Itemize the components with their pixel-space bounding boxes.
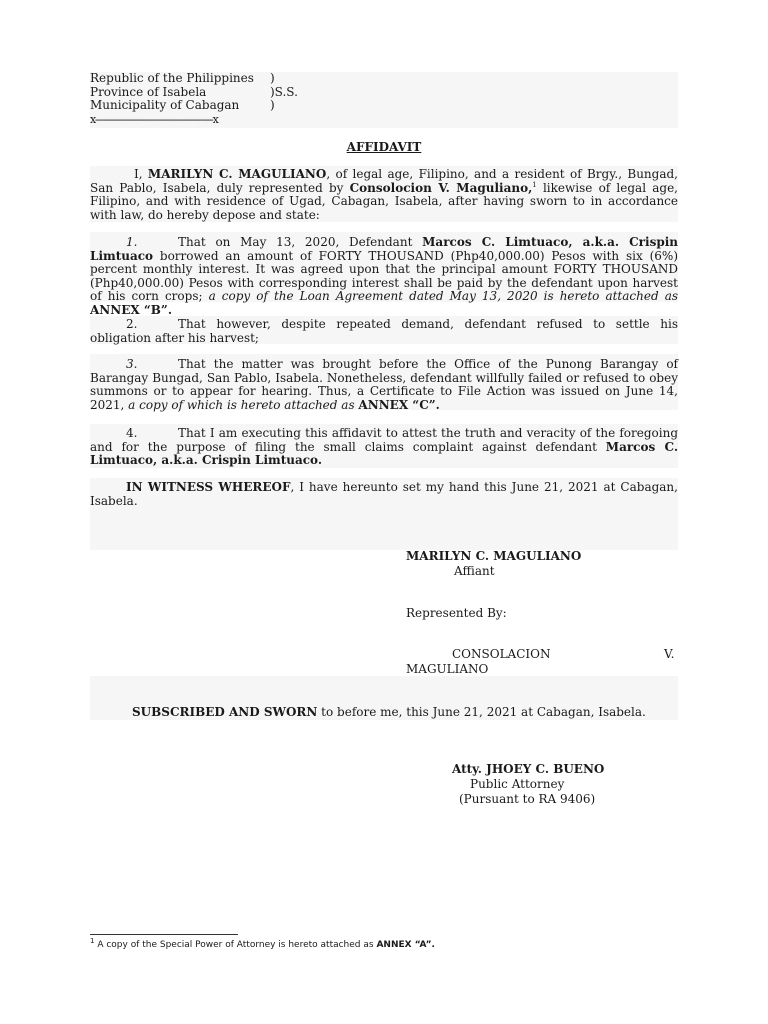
witness-text: , I have hereunto set my hand this June 21, 2021 at Cabagan, Isabela. [90, 480, 678, 508]
witness-lead: IN WITNESS WHEREOF [126, 480, 291, 494]
venue-line-left: Republic of the Philippines [90, 71, 254, 85]
footnote-annex: ANNEX “A”. [376, 940, 435, 950]
venue-line [90, 86, 390, 100]
represented-by-label: Represented By: [406, 606, 507, 620]
representative-first-name: CONSOLACION [452, 647, 551, 661]
venue-line [90, 72, 390, 86]
paragraph-text: That I am executing this affidavit to attest the truth and veracity of the foregoing and for the purpose of filing the small claims complaint against defendant [90, 426, 678, 454]
defendant-name: Marcos C. Limtuaco, a.k.a. Crispin Limtuaco. [90, 439, 678, 467]
notary-name: Atty. JHOEY C. BUENO [452, 762, 605, 776]
paragraph-number: 2. [126, 317, 138, 331]
representative-middle-initial: V. [664, 647, 675, 661]
statement-paragraph-4 [90, 427, 678, 468]
defendant-name: Marcos C. Limtuaco, a.k.a. Crispin Limtuaco [90, 235, 678, 263]
statement-paragraph-3 [90, 358, 678, 412]
paragraph-text: That however, despite repeated demand, defendant refused to settle his obligation after his harvest; [90, 317, 678, 345]
footnote-mark: 1 [90, 937, 95, 945]
affiant-signature-name: MARILYN C. MAGULIANO [406, 549, 582, 563]
notary-title: Public Attorney [470, 777, 565, 791]
paragraph-number: 3. [126, 357, 138, 371]
footnote-divider [90, 934, 238, 935]
intro-text: I, [134, 167, 148, 181]
venue-line [90, 99, 390, 113]
paragraph-text: borrowed an amount of FORTY THOUSAND (Php40,000.00) Pesos with six (6%) percent monthly interest. It was agreed upon that the principal amount FORTY THOUSAND (Php40,000.00) Pesos with corresponding interest shall be paid by the defendant upon harvest of his corn crops; [90, 248, 678, 303]
annex-reference: ANNEX “C”. [358, 397, 440, 412]
venue-line-left: Municipality of Cabagan [90, 98, 240, 112]
footnote-text: A copy of the Special Power of Attorney is hereto attached as [94, 940, 377, 950]
jurat [132, 706, 646, 720]
annex-reference: ANNEX “B”. [90, 302, 173, 317]
venue-line-right: ) [270, 71, 275, 85]
paragraph-number: 4. [126, 426, 138, 440]
representative-name: Consolocion V. Maguliano, [349, 180, 533, 195]
statement-paragraph-1 [90, 236, 678, 317]
statement-paragraph-2 [90, 318, 678, 345]
affidavit-page [90, 0, 678, 1024]
venue-line-right: ) [270, 98, 275, 112]
footnote [90, 937, 435, 950]
venue-line-right: )S.S. [270, 84, 298, 99]
notary-basis: (Pursuant to RA 9406) [459, 792, 596, 806]
caption-separator: x---------------------------------------------x [90, 113, 218, 126]
affiant-role: Affiant [454, 564, 495, 578]
venue-line-left: Province of Isabela [90, 84, 207, 99]
affiant-name: MARILYN C. MAGULIANO [147, 167, 327, 181]
paragraph-italic-text: a copy of the Loan Agreement dated May 13, 2020 is hereto attached as [208, 289, 679, 303]
venue-caption [90, 72, 390, 113]
intro-paragraph [90, 168, 678, 222]
jurat-text: to before me, this June 21, 2021 at Cabagan, Isabela. [317, 705, 646, 719]
footnote-reference: 1 [532, 180, 537, 189]
intro-text: , of legal age, Filipino, and a resident of Brgy., Bungad, San Pablo, Isabela, duly represented by [90, 167, 678, 195]
paragraph-number: 1. [126, 235, 138, 249]
witness-clause [90, 481, 678, 508]
document-title: AFFIDAVIT [346, 140, 422, 154]
paragraph-text: That the matter was brought before the Office of the Punong Barangay of Barangay Bungad, San Pablo, Isabela. Nonetheless, defendant willfully failed or refused to obey summons or to appear for hearing. Thus, a Certificate to File Action was issued on June 14, 2021, [90, 357, 678, 412]
intro-text: likewise of legal age, Filipino, and with residence of Ugad, Cabagan, Isabela, after having sworn to in accordance with law, do hereby depose and state: [90, 180, 678, 222]
representative-last-name: MAGULIANO [406, 662, 489, 676]
jurat-lead: SUBSCRIBED AND SWORN [132, 705, 318, 719]
paragraph-text: That on May 13, 2020, Defendant [178, 235, 423, 249]
paragraph-italic-text: a copy of which is hereto attached as [128, 397, 359, 412]
